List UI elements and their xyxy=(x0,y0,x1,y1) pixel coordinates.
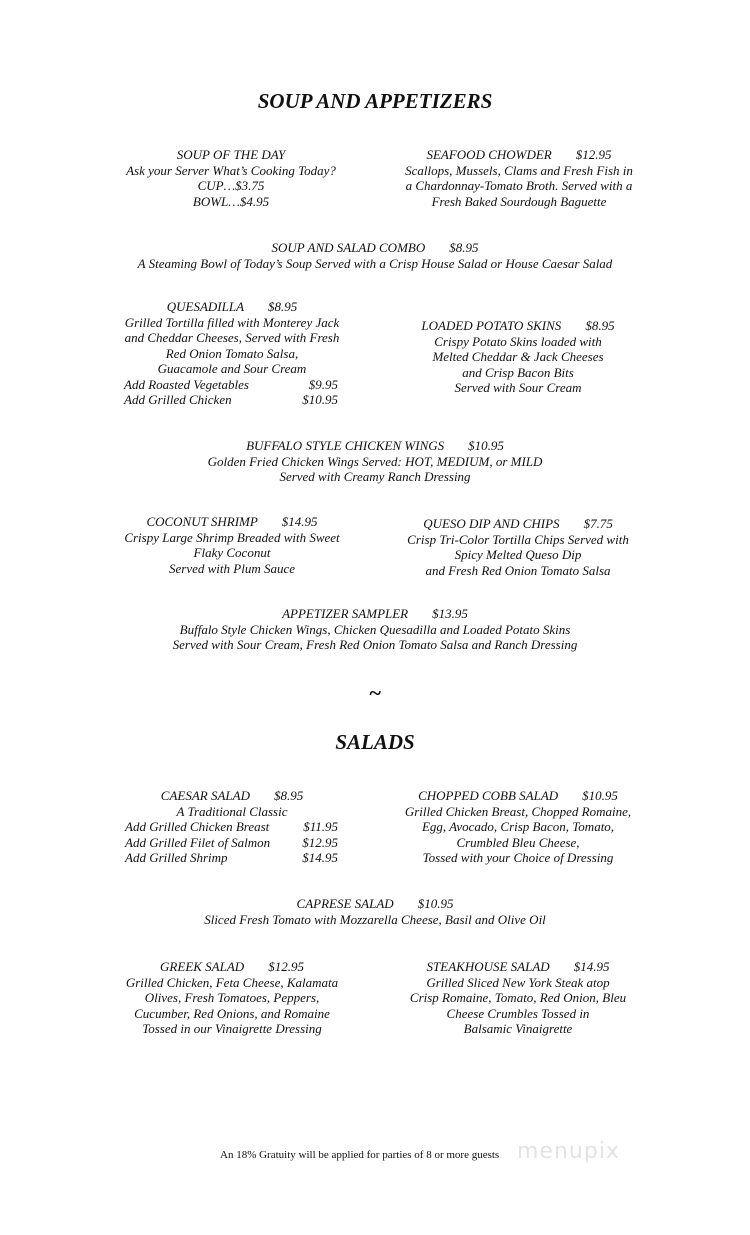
item-price: $10.95 xyxy=(417,896,454,911)
item-description-line: Grilled Tortilla filled with Monterey Jack xyxy=(124,314,340,330)
item-price: $10.95 xyxy=(468,438,504,453)
item-description-line: A Steaming Bowl of Today’s Soup Served with a Crisp House Salad or House Caesar Salad xyxy=(137,255,613,271)
item-description-line: Grilled Chicken Breast, Chopped Romaine, xyxy=(404,803,632,819)
addon-label: Add Grilled Chicken xyxy=(124,392,232,407)
item-description-line: Grilled Sliced New York Steak atop xyxy=(426,974,610,990)
menu-item-queso-dip xyxy=(390,516,646,578)
item-price: $13.95 xyxy=(432,606,468,621)
item-description-line: Served with Creamy Ranch Dressing xyxy=(279,469,471,484)
item-description-line: Tossed in our Vinaigrette Dressing xyxy=(142,1021,322,1036)
item-description-line: and Fresh Red Onion Tomato Salsa xyxy=(425,562,611,578)
item-description-line: Served with Sour Cream, Fresh Red Onion Tomato Salsa and Ranch Dressing xyxy=(172,637,578,652)
menu-item-greek-salad xyxy=(112,959,352,1037)
addon-row xyxy=(122,850,342,866)
item-description-line: and Crisp Bacon Bits xyxy=(462,364,574,380)
item-description-line: and Cheddar Cheeses, Served with Fresh xyxy=(124,330,340,345)
item-description-line: Egg, Avocado, Crisp Bacon, Tomato, xyxy=(421,819,615,834)
item-description-line: Cheese Crumbles Tossed in xyxy=(446,1005,590,1021)
item-description-line: Red Onion Tomato Salsa, xyxy=(165,345,299,361)
menu-item-steakhouse-salad xyxy=(394,959,642,1037)
bowl-price: BOWL…$4.95 xyxy=(192,193,270,209)
item-description-line: Olives, Fresh Tomatoes, Peppers, xyxy=(144,990,320,1005)
item-description-line: Golden Fried Chicken Wings Served: HOT, MEDIUM, or MILD xyxy=(207,453,543,469)
item-description-line: a Chardonnay-Tomato Broth. Served with a xyxy=(405,178,633,193)
salads-heading: SALADS xyxy=(335,730,415,754)
item-name: LOADED POTATO SKINS xyxy=(421,318,562,333)
menu-item-soup-salad-combo xyxy=(0,240,750,271)
item-name: QUESO DIP AND CHIPS xyxy=(423,516,560,531)
item-price: $14.95 xyxy=(573,959,610,974)
item-description: Ask your Server What’s Cooking Today? xyxy=(126,162,336,178)
item-name: CAPRESE SALAD xyxy=(296,896,394,911)
addon-row xyxy=(118,377,346,393)
item-price: $12.95 xyxy=(268,959,304,974)
watermark: menupix xyxy=(517,1139,620,1164)
item-description-line: Crumbled Bleu Cheese, xyxy=(456,834,580,850)
menu-item-seafood-chowder xyxy=(388,147,650,209)
item-description-line: Buffalo Style Chicken Wings, Chicken Quesadilla and Loaded Potato Skins xyxy=(179,621,571,637)
item-name: APPETIZER SAMPLER xyxy=(282,606,409,621)
item-price: $14.95 xyxy=(281,514,318,529)
item-price: $8.95 xyxy=(268,299,298,314)
item-description-line: Scallops, Mussels, Clams and Fresh Fish in xyxy=(405,162,633,178)
addon-row xyxy=(122,819,342,835)
item-description-line: Crisp Romaine, Tomato, Red Onion, Bleu xyxy=(409,990,627,1005)
item-price: $12.95 xyxy=(575,147,612,162)
menu-item-caesar-salad xyxy=(122,788,342,866)
item-price: $8.95 xyxy=(585,318,615,333)
item-description-line: Cucumber, Red Onions, and Romaine xyxy=(134,1005,330,1021)
item-description-line: Flaky Coconut xyxy=(193,545,271,560)
item-description-line: Balsamic Vinaigrette xyxy=(463,1021,573,1036)
item-price: $8.95 xyxy=(273,788,304,803)
section-divider: ~ xyxy=(368,680,382,705)
item-description-line: Served with Sour Cream xyxy=(454,380,582,395)
addon-label: Add Grilled Shrimp xyxy=(125,850,228,865)
menu-item-quesadilla xyxy=(118,299,346,408)
menu-item-soup-of-the-day xyxy=(111,147,351,209)
cup-price: CUP…$3.75 xyxy=(197,178,265,193)
gratuity-note: An 18% Gratuity will be applied for parties of 8 or more guests xyxy=(220,1149,500,1161)
item-name: GREEK SALAD xyxy=(160,959,245,974)
addon-price: $11.95 xyxy=(303,819,338,834)
menu-item-loaded-potato-skins xyxy=(400,318,636,396)
item-description-line: Tossed with your Choice of Dressing xyxy=(422,850,614,865)
item-description-line: Spicy Melted Queso Dip xyxy=(454,547,582,562)
menu-item-appetizer-sampler xyxy=(0,606,750,653)
item-description-line: Crispy Potato Skins loaded with xyxy=(434,333,602,349)
item-description-line: Melted Cheddar & Jack Cheeses xyxy=(432,349,604,364)
menu-item-caprese-salad xyxy=(0,896,750,927)
item-description: A Traditional Classic xyxy=(176,803,288,819)
item-price: $10.95 xyxy=(582,788,618,803)
addon-label: Add Roasted Vegetables xyxy=(124,376,249,392)
appetizers-heading: SOUP AND APPETIZERS xyxy=(257,89,493,113)
item-name: QUESADILLA xyxy=(166,299,245,314)
menu-item-buffalo-wings xyxy=(0,438,750,485)
item-name: STEAKHOUSE SALAD xyxy=(426,959,550,974)
item-description-line: Crisp Tri-Color Tortilla Chips Served with xyxy=(407,531,629,547)
addon-price: $14.95 xyxy=(302,850,338,865)
item-name: SOUP OF THE DAY xyxy=(176,147,286,162)
item-name: BUFFALO STYLE CHICKEN WINGS xyxy=(246,438,445,453)
addon-row xyxy=(118,392,346,408)
item-name: SEAFOOD CHOWDER xyxy=(426,147,552,162)
menu-item-coconut-shrimp xyxy=(112,514,352,576)
addon-price: $10.95 xyxy=(302,392,338,407)
item-name: CHOPPED COBB SALAD xyxy=(418,788,559,803)
item-description-line: Served with Plum Sauce xyxy=(169,560,295,576)
menu-item-chopped-cobb-salad xyxy=(392,788,644,866)
item-description-line: Fresh Baked Sourdough Baguette xyxy=(431,193,607,209)
item-description-line: Crispy Large Shrimp Breaded with Sweet xyxy=(124,529,340,545)
addon-label: Add Grilled Filet of Salmon xyxy=(125,834,271,850)
item-description-line: Sliced Fresh Tomato with Mozzarella Cheese, Basil and Olive Oil xyxy=(204,911,546,927)
item-price: $8.95 xyxy=(449,240,479,255)
addon-price: $9.95 xyxy=(308,376,338,392)
item-price: $7.75 xyxy=(583,516,613,531)
item-name: COCONUT SHRIMP xyxy=(146,514,258,529)
item-name: CAESAR SALAD xyxy=(160,788,250,803)
addon-price: $12.95 xyxy=(302,834,338,850)
item-name: SOUP AND SALAD COMBO xyxy=(271,240,426,255)
addon-label: Add Grilled Chicken Breast xyxy=(125,819,270,834)
addon-row xyxy=(122,835,342,851)
item-description-line: Grilled Chicken, Feta Cheese, Kalamata xyxy=(125,974,339,990)
item-description-line: Guacamole and Sour Cream xyxy=(157,361,307,376)
